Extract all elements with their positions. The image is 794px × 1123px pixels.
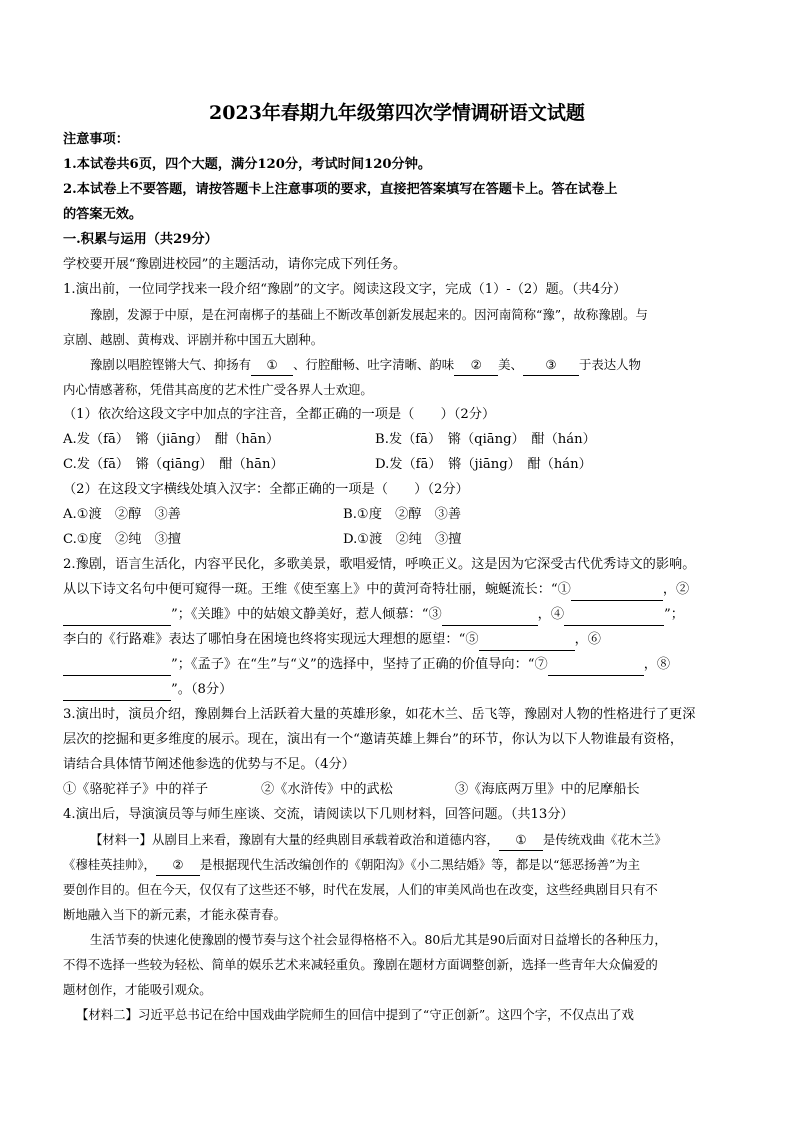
q4-material-line: 【材料二】习近平总书记在给中国戏曲学院师生的回信中提到了“守正创新”。这四个字，不仅点出了戏 <box>76 1007 634 1022</box>
q2-answer-blank <box>442 605 538 626</box>
q3-option-2: ②《水浒传》中的武松 <box>261 782 393 797</box>
question-4-stem: 4.演出后，导演演员等与师生座谈、交流，请阅读以下几则材料，回答问题。（共13分） <box>63 807 574 822</box>
q2-answer-blank <box>63 605 171 626</box>
q2-answer-blank <box>63 655 171 676</box>
notice-item-1: 1.本试卷共6页，四个大题，满分120分，考试时间120分钟。 <box>63 157 432 172</box>
q1-option-row <box>63 505 462 525</box>
question-3-text: 层次的挖掘和更多维度的展示。现在，演出有一个“邀请英雄上舞台”的环节，你认为以下人物谁最有资格， <box>63 732 684 747</box>
q4-material-line: 题材创作，才能吸引观众。 <box>63 982 212 997</box>
notice-heading: 注意事项： <box>63 132 129 147</box>
q1-sub-question-2: （2）在这段文字横线处填入汉字：全都正确的一项是（ ）（2分） <box>63 482 469 497</box>
section-heading: 一.积累与运用（共29分） <box>63 232 218 247</box>
question-3-text: 3.演出时，演员介绍，豫剧舞台上活跃着大量的英雄形象，如花木兰、岳飞等，豫剧对人物的性格进行了更深 <box>63 707 696 722</box>
q1-blank-2: ② <box>454 355 498 376</box>
q1-blank-1: ① <box>251 355 293 376</box>
q1-option-row <box>63 530 462 550</box>
q1-option-d: D.①渡 ②纯 ③擅 <box>343 532 462 547</box>
q1-passage-line: 内心情感著称，凭借其高度的艺术性广受各界人士欢迎。 <box>63 382 373 397</box>
q1-passage-line: 豫剧，发源于中原，是在河南梆子的基础上不断改革创新发展起来的。因河南简称“豫”，故称豫剧。与 <box>90 307 648 322</box>
notice-item-2: 2.本试卷上不要答题，请按答题卡上注意事项的要求，直接把答案填写在答题卡上。答在试卷上 <box>63 182 618 197</box>
q1-option-c: C.发（fā） 锵（qiāng） 酣（hān） <box>63 457 284 472</box>
q4-blank-2: ② <box>156 855 200 876</box>
q4-blank-1: ① <box>499 830 543 851</box>
q1-sub-question-1: （1）依次给这段文字中加点的字注音，全都正确的一项是（ ）（2分） <box>63 407 496 422</box>
question-2-text: 2.豫剧，语言生活化，内容平民化，多歌美景，歌唱爱情，呼唤正义。这是因为它深受古代优秀诗文的影响。 <box>63 557 696 572</box>
q1-option-a: A.发（fā） 锵（jiāng） 酣（hān） <box>63 432 280 447</box>
question-2-text <box>63 605 684 626</box>
question-1-stem: 1.演出前，一位同学找来一段介绍“豫剧”的文字。阅读这段文字，完成（1）-（2）题。（共4分） <box>63 282 627 297</box>
page-title: 2023年春期九年级第四次学情调研语文试题 <box>209 102 585 124</box>
q2-text: ，② <box>662 582 690 597</box>
q4-material-text: 《穆桂英挂帅》， <box>63 857 156 872</box>
question-2-text <box>63 655 670 676</box>
q2-answer-blank <box>564 605 664 626</box>
question-2-text <box>63 580 689 601</box>
q2-text: ，⑧ <box>643 657 671 672</box>
q3-option-row <box>63 780 640 800</box>
q1-passage-line <box>90 355 641 376</box>
q4-material-line: 生活节奏的快速化使豫剧的慢节奏与这个社会显得格格不入。80后尤其是90后面对日益增长的各种压力， <box>90 932 667 947</box>
q1-passage-text: 美、 <box>498 357 523 372</box>
q2-text: ，⑥ <box>574 632 601 647</box>
q1-blank-3: ③ <box>523 355 579 376</box>
q1-option-a: A.①渡 ②醇 ③善 <box>63 507 181 522</box>
q2-text: 从以下诗文名句中便可窥得一斑。王维《使至塞上》中的黄河奇特壮丽，蜿蜒流长：“① <box>63 582 571 597</box>
q3-option-1: ①《骆驼祥子》中的祥子 <box>63 782 209 797</box>
section-intro: 学校要开展“豫剧进校园”的主题活动，请你完成下列任务。 <box>63 257 407 272</box>
question-2-text <box>63 630 601 651</box>
q1-option-b: B.①度 ②醇 ③善 <box>343 507 462 522</box>
q1-option-row <box>63 430 596 450</box>
q4-material-line <box>90 830 667 851</box>
q2-answer-blank <box>548 655 644 676</box>
q1-option-c: C.①度 ②纯 ③擅 <box>63 532 181 547</box>
q4-material-line: 要创作目的。但在今天，仅仅有了这些还不够，时代在发展，人们的审美风尚也在改变，这些经典剧目只有不 <box>63 882 658 897</box>
q1-passage-text: 于表达人物 <box>578 357 641 372</box>
q4-material-line: 断地融入当下的新元素，才能永葆青春。 <box>63 907 287 922</box>
q2-text: ”。（8分） <box>171 682 233 697</box>
q4-material-text: 是传统戏曲《花木兰》 <box>542 832 667 847</box>
q1-option-d: D.发（fā） 锵（jiāng） 酣（hán） <box>375 457 592 472</box>
q2-answer-blank <box>63 680 171 701</box>
q2-text: ”； <box>664 607 684 622</box>
q1-option-b: B.发（fā） 锵（qiāng） 酣（hán） <box>375 432 596 447</box>
q4-material-text: 【材料一】从剧目上来看，豫剧有大量的经典剧目承载着政治和道德内容， <box>90 832 499 847</box>
q3-option-3: ③《海底两万里》中的尼摩船长 <box>455 782 640 797</box>
q2-answer-blank <box>571 580 663 601</box>
q2-text: ”；《孟子》在“生”与“义”的选择中，坚持了正确的价值导向：“⑦ <box>171 657 548 672</box>
q1-passage-text: 豫剧以唱腔铿锵大气、抑扬有 <box>90 357 252 372</box>
question-3-text: 请结合具体情节阐述他参选的优势与不足。（4分） <box>63 757 355 772</box>
q4-material-line: 不得不选择一些较为轻松、简单的娱乐艺术来减轻重负。豫剧在题材方面调整创新，选择一些青年大众偏爱的 <box>63 957 658 972</box>
q2-text: 李白的《行路难》表达了哪怕身在困境也终将实现远大理想的愿望：“⑤ <box>63 632 479 647</box>
q2-text: ”；《关雎》中的姑娘文静美好，惹人倾慕：“③ <box>171 607 442 622</box>
notice-item-2-cont: 的答案无效。 <box>63 207 143 222</box>
q4-material-text: 是根据现代生活改编创作的《朝阳沟》《小二黑结婚》等，都是以“惩恶扬善”为主 <box>199 857 641 872</box>
q1-passage-line: 京剧、越剧、黄梅戏、评剧并称中国五大剧种。 <box>63 332 324 347</box>
q4-material-line <box>63 855 640 876</box>
q2-answer-blank <box>479 630 575 651</box>
q1-option-row <box>63 455 592 475</box>
q2-text: ，④ <box>537 607 565 622</box>
q1-passage-text: 、行腔酣畅、吐字清晰、韵味 <box>293 357 455 372</box>
question-2-text <box>63 680 232 701</box>
